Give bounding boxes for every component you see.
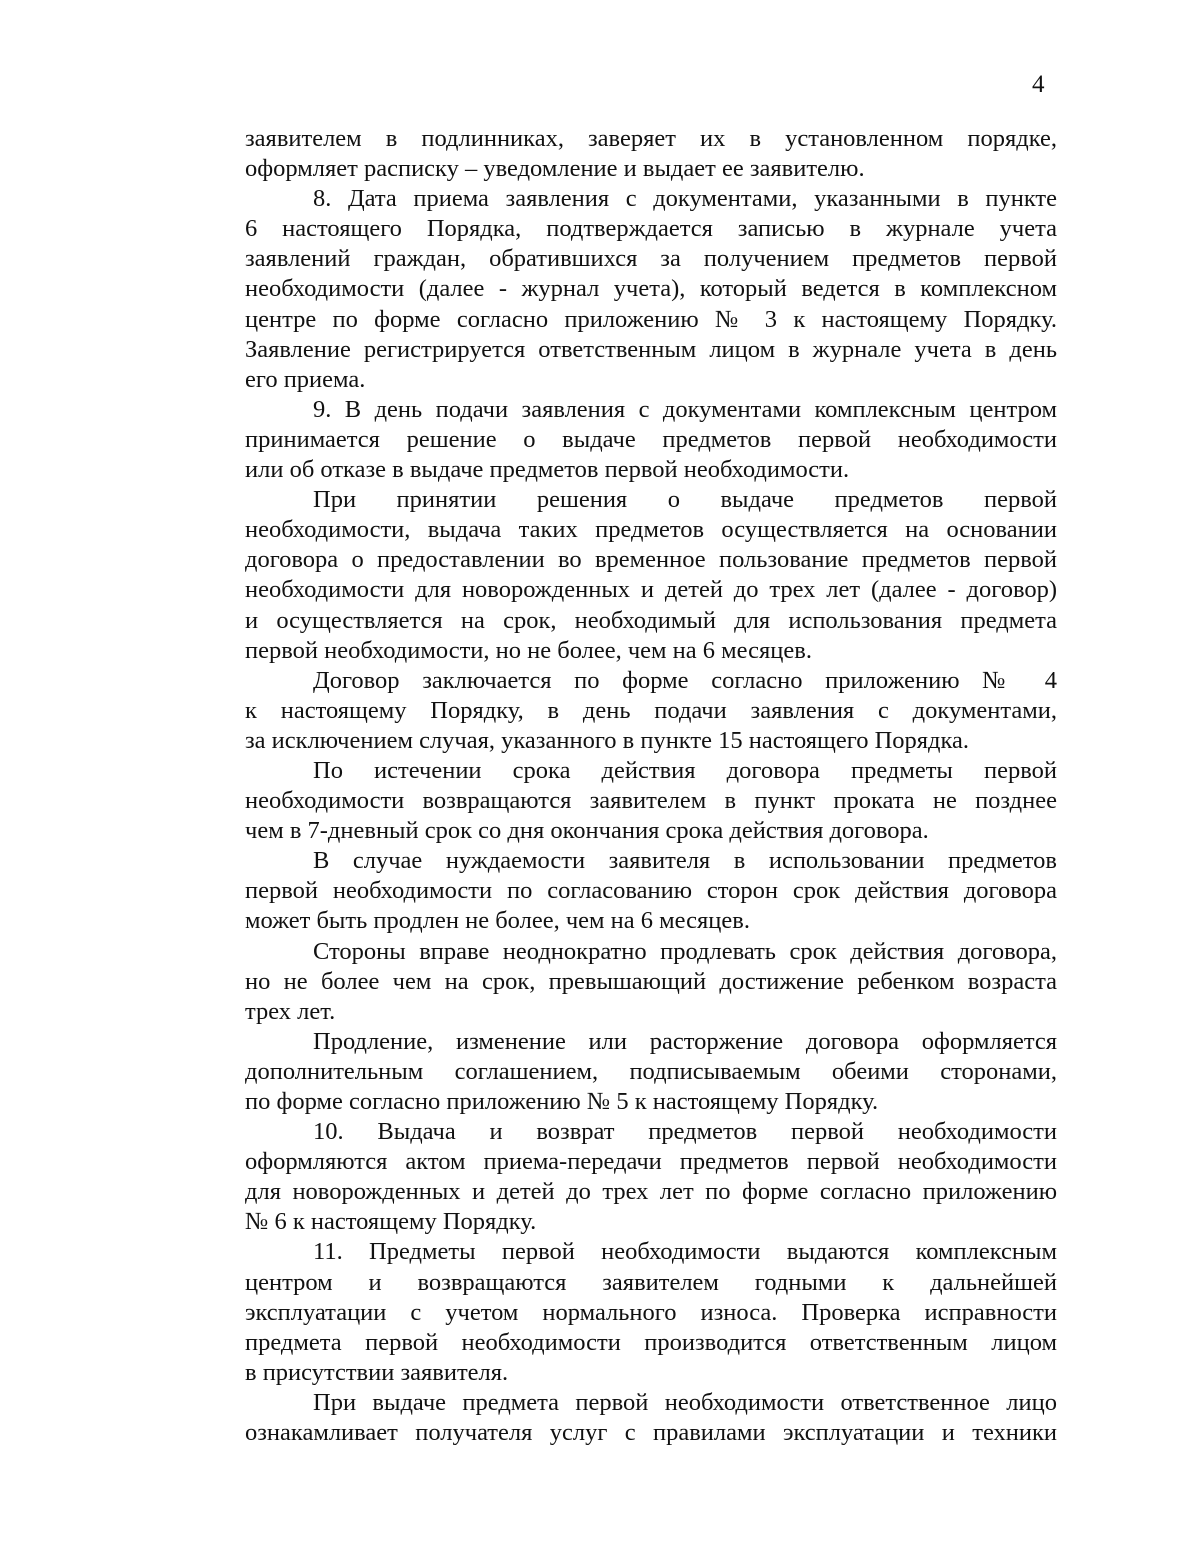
- paragraph: [245, 937, 1057, 1027]
- text-line: 8. Дата приема заявления с документами, указанными в пункте: [313, 185, 1057, 213]
- text-line: центре по форме согласно приложению № 3 к настоящему Порядку.: [245, 305, 1057, 333]
- text-line: 11. Предметы первой необходимости выдаются комплексным: [313, 1238, 1057, 1266]
- paragraph: [245, 485, 1057, 666]
- text-line: центром и возвращаются заявителем годными к дальнейшей: [245, 1268, 1057, 1296]
- text-line: 9. В день подачи заявления с документами комплексным центром: [313, 395, 1057, 423]
- text-line: необходимости (далее - журнал учета), который ведется в комплексном: [245, 275, 1057, 303]
- page-number: 4: [1032, 71, 1045, 98]
- text-line: Продление, изменение или расторжение договора оформляется: [313, 1027, 1057, 1055]
- text-line: необходимости для новорожденных и детей до трех лет (далее - договор): [245, 576, 1057, 604]
- text-line: оформляет расписку – уведомление и выдает ее заявителю.: [245, 155, 865, 183]
- text-line: по форме согласно приложению № 5 к настоящему Порядку.: [245, 1088, 879, 1115]
- text-line: оформляются актом приема-передачи предметов первой необходимости: [245, 1148, 1057, 1176]
- text-line: или об отказе в выдаче предметов первой необходимости.: [245, 456, 850, 484]
- paragraph: [245, 756, 1057, 846]
- text-line: предмета первой необходимости производится ответственным лицом: [245, 1328, 1057, 1356]
- text-line: Стороны вправе неоднократно продлевать срок действия договора,: [313, 937, 1057, 965]
- text-line: чем в 7-дневный срок со дня окончания срока действия договора.: [245, 817, 929, 845]
- text-line: При выдаче предмета первой необходимости ответственное лицо: [313, 1388, 1057, 1416]
- text-line: для новорожденных и детей до трех лет по форме согласно приложению: [245, 1178, 1057, 1206]
- text-line: эксплуатации с учетом нормального износа. Проверка исправности: [245, 1298, 1057, 1326]
- text-line: Договор заключается по форме согласно приложению № 4: [313, 666, 1057, 694]
- text-line: необходимости возвращаются заявителем в пункт проката не позднее: [245, 787, 1057, 815]
- text-line: 6 настоящего Порядка, подтверждается записью в журнале учета: [245, 215, 1057, 243]
- paragraph: [245, 395, 1057, 485]
- text-line: первой необходимости, но не более, чем на 6 месяцев.: [245, 636, 812, 664]
- text-line: 10. Выдача и возврат предметов первой необходимости: [313, 1118, 1057, 1146]
- text-line: заявителем в подлинниках, заверяет их в установленном порядке,: [245, 125, 1057, 152]
- text-line: но не более чем на срок, превышающий достижение ребенком возраста: [245, 967, 1057, 995]
- document-body: [245, 124, 1057, 1448]
- paragraph: [245, 1237, 1057, 1387]
- text-line: заявлений граждан, обратившихся за получением предметов первой: [245, 245, 1057, 273]
- paragraph: [245, 1027, 1057, 1117]
- text-line: и осуществляется на срок, необходимый для использования предмета: [245, 606, 1057, 634]
- text-line: принимается решение о выдаче предметов первой необходимости: [245, 425, 1057, 453]
- paragraph: [245, 1117, 1057, 1237]
- text-line: № 6 к настоящему Порядку.: [245, 1208, 537, 1236]
- paragraph: [245, 124, 1057, 184]
- text-line: В случае нуждаемости заявителя в использовании предметов: [313, 847, 1057, 875]
- text-line: ознакамливает получателя услуг с правилами эксплуатации и техники: [245, 1419, 1057, 1447]
- text-line: в присутствии заявителя.: [245, 1358, 509, 1386]
- text-line: за исключением случая, указанного в пункте 15 настоящего Порядка.: [245, 726, 970, 754]
- text-line: необходимости, выдача таких предметов осуществляется на основании: [245, 516, 1057, 544]
- text-line: первой необходимости по согласованию сторон срок действия договора: [245, 877, 1057, 905]
- text-line: к настоящему Порядку, в день подачи заявления с документами,: [245, 696, 1057, 724]
- text-line: договора о предоставлении во временное пользование предметов первой: [245, 546, 1057, 574]
- paragraph: [245, 184, 1057, 395]
- paragraph: [245, 666, 1057, 756]
- text-line: может быть продлен не более, чем на 6 месяцев.: [245, 907, 750, 935]
- text-line: его приема.: [245, 365, 366, 393]
- paragraph: [245, 846, 1057, 936]
- text-line: дополнительным соглашением, подписываемым обеими сторонами,: [245, 1057, 1057, 1085]
- text-line: трех лет.: [245, 997, 336, 1025]
- paragraph: [245, 1388, 1057, 1448]
- text-line: Заявление регистрируется ответственным лицом в журнале учета в день: [245, 335, 1057, 363]
- text-line: По истечении срока действия договора предметы первой: [313, 756, 1057, 784]
- text-line: При принятии решения о выдаче предметов первой: [313, 486, 1057, 514]
